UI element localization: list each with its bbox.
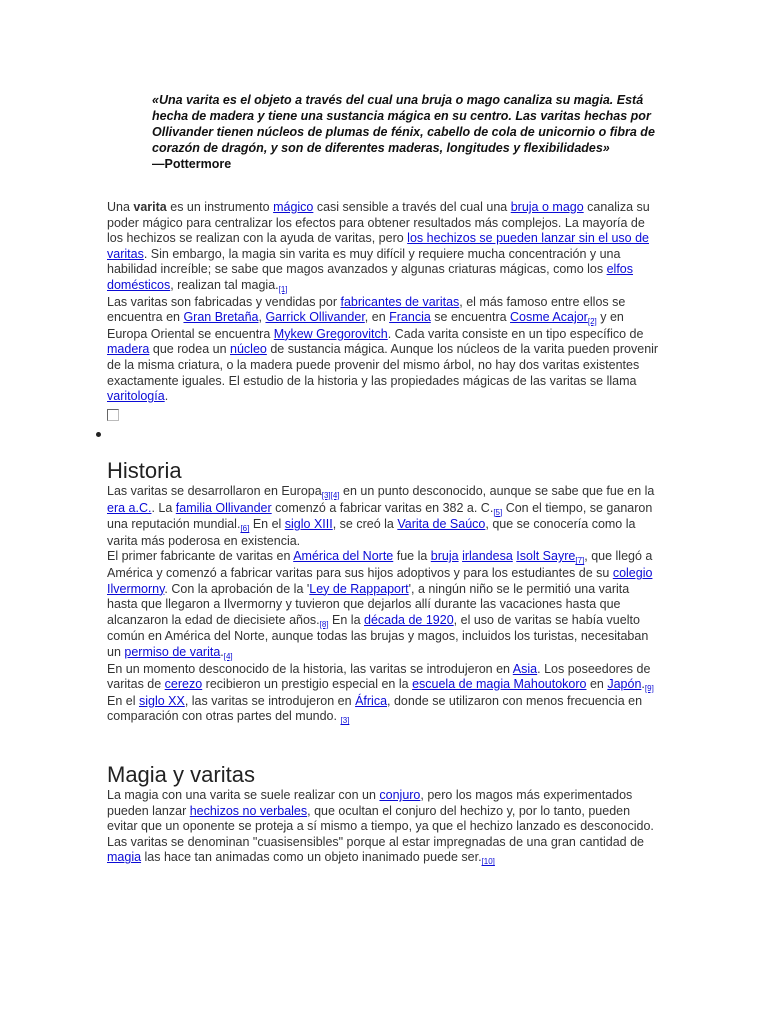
citation-link[interactable]: [3] bbox=[340, 716, 350, 726]
citation-link[interactable]: [6] bbox=[240, 524, 250, 534]
bold-term: varita bbox=[133, 200, 167, 214]
text-run: casi sensible a través del cual una bbox=[313, 200, 511, 214]
text-run: , que se conocería como la varita más poderosa en existencia. bbox=[107, 517, 636, 548]
citation-ref[interactable] bbox=[493, 508, 502, 517]
magia-section bbox=[107, 762, 663, 867]
wiki-link[interactable]: década de 1920 bbox=[364, 612, 454, 627]
text-run: . Sin embargo, la magia sin varita es muy difícil y requiere mucha concentración y una habilidad increíble; se sabe que magos avanzados y algunas criaturas mágicas, como los bbox=[107, 246, 621, 277]
text-run: Las varitas son fabricadas y vendidas por bbox=[107, 294, 341, 309]
text-run: , realizan tal magia. bbox=[170, 277, 279, 292]
citation-link[interactable]: [2] bbox=[587, 317, 597, 327]
citation-ref[interactable] bbox=[240, 524, 249, 533]
text-run: La magia con una varita se suele realizar con un bbox=[107, 788, 380, 802]
intro-section bbox=[107, 200, 663, 405]
wiki-link[interactable]: núcleo bbox=[230, 342, 267, 357]
text-run: , se creó la bbox=[332, 517, 398, 532]
text-run: En un momento desconocido de la historia, las varitas se introdujeron en bbox=[107, 661, 513, 676]
wiki-link[interactable]: Varita de Saúco bbox=[397, 517, 486, 532]
wiki-link[interactable]: bruja bbox=[430, 549, 459, 564]
wiki-link[interactable]: hechizos no verbales bbox=[189, 803, 308, 818]
text-run: . La bbox=[151, 500, 176, 515]
wiki-link[interactable]: siglo XIII bbox=[284, 517, 333, 532]
wiki-link[interactable]: familia Ollivander bbox=[175, 500, 272, 515]
text-run: , que ocultan el conjuro del hechizo y, por lo tanto, pueden evitar que un oponente se proteja a sí mismo a tiempo, ya que el hechizo lanzado es desconocido. Las varitas se denominan "cuasisensibles" porque al estar impregnadas de una gran cantidad de bbox=[107, 803, 654, 849]
citation-ref[interactable] bbox=[482, 857, 495, 866]
citation-link[interactable]: [4] bbox=[223, 651, 233, 661]
wiki-link[interactable]: permiso de varita bbox=[124, 644, 221, 659]
wiki-link[interactable]: bruja o mago bbox=[510, 200, 584, 214]
text-run: , el uso de varitas se había vuelto común en América del Norte, aunque todas las brujas y magos, incluidos los turistas, necesitaban un bbox=[107, 612, 649, 659]
text-run: , pero los magos más experimentados pueden lanzar bbox=[107, 788, 633, 818]
wiki-link[interactable]: Isolt Sayre bbox=[516, 549, 576, 564]
historia-paragraph-4 bbox=[107, 694, 663, 726]
wiki-link[interactable]: África bbox=[355, 693, 388, 708]
text-run: Con el tiempo, se ganaron una reputación mundial. bbox=[107, 500, 653, 532]
text-run: ', a ningún niño se le permitió una varita hasta que llegaron a Ilvermorny y tuvieron que dejarlos allí durante las vacaciones hasta que alcanzaron la edad de diecisiete años. bbox=[107, 581, 630, 627]
citation-ref[interactable] bbox=[224, 652, 233, 661]
citation-ref[interactable] bbox=[575, 556, 584, 565]
wiki-link[interactable]: Garrick Ollivander bbox=[265, 310, 365, 325]
text-run: , bbox=[258, 310, 266, 325]
wiki-link[interactable]: siglo XX bbox=[138, 693, 185, 708]
wiki-link[interactable]: cerezo bbox=[164, 677, 203, 692]
text-run: , las varitas se introdujeron en bbox=[184, 693, 356, 708]
image-placeholder-icon bbox=[107, 409, 119, 421]
citation-ref[interactable] bbox=[322, 491, 340, 500]
text-run: En el bbox=[107, 693, 139, 708]
section-heading-historia: Historia bbox=[107, 458, 182, 483]
wiki-link[interactable]: Gran Bretaña bbox=[183, 310, 259, 325]
wiki-link[interactable]: conjuro bbox=[379, 788, 421, 802]
text-run: se encuentra bbox=[430, 310, 511, 325]
wiki-link[interactable]: Mykew Gregorovitch bbox=[273, 326, 388, 341]
wiki-link[interactable]: magia bbox=[107, 850, 142, 865]
text-run: y en Europa Oriental se encuentra bbox=[107, 310, 624, 341]
text-run: en bbox=[586, 677, 608, 692]
historia-paragraph-1 bbox=[107, 484, 663, 549]
text-run: canaliza su poder mágico para centralizar los efectos para obtener resultados más complejos. La mayoría de los hechizos se realizan con la ayuda de varitas, pero bbox=[107, 200, 650, 246]
epigraph-quote bbox=[152, 92, 672, 172]
quote-text: «Una varita es el objeto a través del cual una bruja o mago canaliza su magia. Está hecha de madera y tiene una sustancia mágica en su centro. Las varitas hechas por Ollivander tienen núcleos de plumas de fénix, cabello de cola de unicornio o fibra de corazón de dragón, y son de diferentes maderas, longitudes y flexibilidades» bbox=[152, 93, 655, 155]
text-run: . bbox=[641, 677, 645, 692]
citation-link[interactable]: [10] bbox=[481, 857, 495, 867]
text-run: fue la bbox=[393, 549, 431, 564]
text-run: En el bbox=[249, 517, 285, 532]
citation-ref[interactable] bbox=[645, 684, 654, 693]
wiki-link[interactable]: Cosme Acajor bbox=[510, 310, 588, 325]
text-run: . bbox=[164, 389, 169, 404]
text-run: Una bbox=[107, 200, 134, 214]
citation-link[interactable]: [3][4] bbox=[321, 491, 340, 500]
citation-ref[interactable] bbox=[320, 620, 329, 629]
wiki-link[interactable]: Ley de Rappaport bbox=[309, 581, 409, 596]
text-run: , el más famoso entre ellos se encuentra en bbox=[107, 294, 626, 325]
citation-ref[interactable] bbox=[588, 317, 597, 326]
wiki-link[interactable]: irlandesa bbox=[462, 549, 513, 564]
wiki-link[interactable]: varitología bbox=[107, 389, 165, 404]
bullet-icon bbox=[96, 432, 101, 437]
text-run: , donde se utilizaron con menos frecuencia en comparación con otras partes del mundo. bbox=[107, 693, 643, 724]
wiki-link[interactable]: Francia bbox=[389, 310, 431, 325]
citation-link[interactable]: [1] bbox=[278, 284, 288, 294]
text-run: . Con la aprobación de la ' bbox=[164, 581, 310, 596]
wiki-link[interactable]: era a.C. bbox=[107, 500, 152, 515]
text-run: recibieron un prestigio especial en la bbox=[202, 677, 413, 692]
text-run: comenzó a fabricar varitas en 382 a. C. bbox=[271, 500, 494, 515]
wiki-link[interactable]: los hechizos se pueden lanzar sin el uso de varitas bbox=[107, 231, 649, 261]
historia-paragraph-2 bbox=[107, 549, 663, 661]
magia-paragraph-1 bbox=[107, 788, 663, 867]
wiki-link[interactable]: elfos domésticos bbox=[107, 262, 633, 292]
text-run: es un instrumento bbox=[166, 200, 274, 214]
text-run: , en bbox=[364, 310, 390, 325]
citation-ref[interactable] bbox=[340, 716, 349, 725]
text-run: en un punto desconocido, aunque se sabe que fue en la bbox=[339, 484, 655, 498]
text-run: . Los poseedores de varitas de bbox=[107, 661, 651, 692]
wiki-link[interactable]: escuela de magia Mahoutokoro bbox=[412, 677, 587, 692]
intro-paragraph-2 bbox=[107, 295, 663, 405]
wiki-link[interactable]: América del Norte bbox=[293, 549, 394, 564]
wiki-link[interactable]: madera bbox=[107, 342, 150, 357]
wiki-link[interactable]: fabricantes de varitas bbox=[340, 294, 460, 309]
text-run: las hace tan animadas como un objeto inanimado puede ser. bbox=[141, 850, 482, 865]
text-run: Las varitas se desarrollaron en Europa bbox=[107, 484, 322, 498]
citation-ref[interactable] bbox=[279, 285, 288, 294]
wiki-link[interactable]: Japón bbox=[607, 677, 642, 692]
wiki-link[interactable]: Asia bbox=[512, 661, 538, 676]
text-run: que rodea un bbox=[149, 342, 231, 357]
text-run: de sustancia mágica. Aunque los núcleos de la varita pueden provenir de la misma criatura, o la madera puede provenir del mismo árbol, no hay dos varitas existentes exactamente iguales. El estudio de la historia y las propiedades mágicas de las varitas se llama bbox=[107, 342, 659, 388]
text-run: El primer fabricante de varitas en bbox=[107, 549, 294, 564]
historia-paragraph-3 bbox=[107, 662, 663, 694]
citation-link[interactable]: [7] bbox=[575, 556, 585, 566]
historia-section bbox=[107, 458, 663, 726]
quote-attribution: —Pottermore bbox=[152, 157, 232, 171]
section-heading-magia: Magia y varitas bbox=[107, 762, 255, 787]
citation-link[interactable]: [5] bbox=[493, 507, 503, 517]
text-run: , que llegó a América y comenzó a fabricar varitas para sus hijos adoptivos y para los estudiantes de su bbox=[107, 549, 653, 580]
citation-link[interactable]: [8] bbox=[319, 619, 329, 629]
wiki-link[interactable]: mágico bbox=[273, 200, 314, 214]
text-run: . bbox=[220, 644, 224, 659]
intro-paragraph-1 bbox=[107, 200, 663, 295]
citation-link[interactable]: [9] bbox=[644, 684, 654, 694]
text-run: En la bbox=[328, 612, 364, 627]
text-run: . Cada varita consiste en un tipo específico de bbox=[387, 326, 644, 341]
wiki-link[interactable]: colegio Ilvermorny bbox=[107, 565, 653, 596]
